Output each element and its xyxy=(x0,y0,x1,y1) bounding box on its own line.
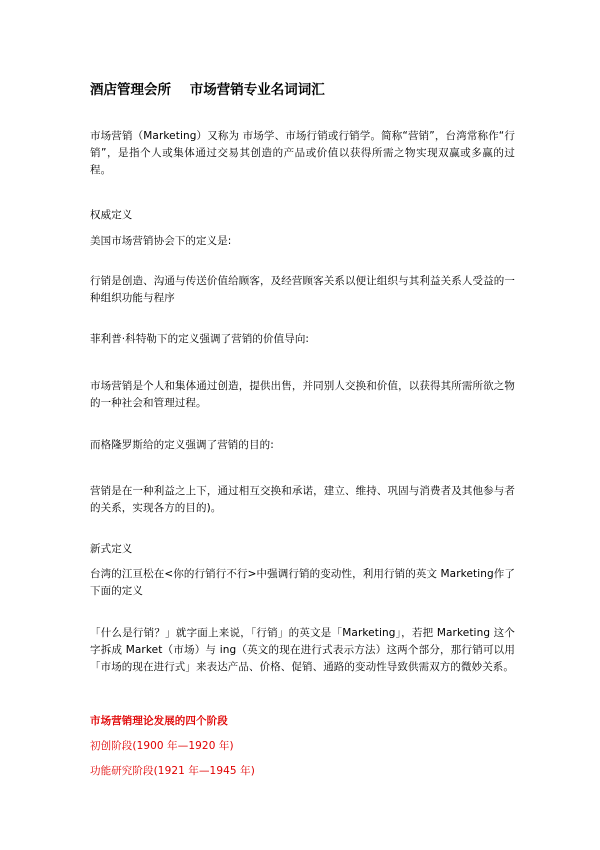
new-definition-heading: 新式定义 xyxy=(90,543,133,555)
ama-definition: 行销是创造、沟通与传送价值给顾客，及经营顾客关系以便让组织与其利益关系人受益的一种组织功能与程序 xyxy=(90,275,515,304)
stage-item: 功能研究阶段(1921 年—1945 年) xyxy=(90,765,255,777)
stage-item: 初创阶段(1900 年—1920 年) xyxy=(90,740,234,752)
document-title: 酒店管理会所 市场营销专业名词词汇 xyxy=(90,82,325,98)
new-definition-lead: 台湾的江亘松在<你的行销行不行>中强调行销的变动性，利用行销的英文 Marketing作了下面的定义 xyxy=(90,568,515,597)
ama-definition-lead: 美国市场营销协会下的定义是: xyxy=(90,235,232,247)
kotler-definition-lead: 菲利普·科特勒下的定义强调了营销的价值导向: xyxy=(90,333,310,345)
marketing-word-explanation: 「什么是行销？」就字面上来说，「行销」的英文是「Marketing」，若把 Marketing 这个字拆成 Market（市场）与 ing（英文的现在进行式表示方法）这两个部分，那行销可以用「市场的现在进行式」来表达产品、价格、促销、通路的变动性导致供需双方的微妙关系。 xyxy=(90,627,515,673)
gronroos-definition-lead: 而格隆罗斯给的定义强调了营销的目的: xyxy=(90,439,274,451)
intro-paragraph: 市场营销（Marketing）又称为 市场学、市场行销或行销学。简称“营销”，台湾常称作“行销”，是指个人或集体通过交易其创造的产品或价值以获得所需之物实现双赢或多赢的过程。 xyxy=(90,130,515,176)
stages-heading: 市场营销理论发展的四个阶段 xyxy=(90,715,228,727)
authority-heading: 权威定义 xyxy=(90,209,133,221)
gronroos-definition: 营销是在一种利益之上下，通过相互交换和承诺，建立、维持、巩固与消费者及其他参与者的关系，实现各方的目的)。 xyxy=(90,485,515,514)
kotler-definition: 市场营销是个人和集体通过创造，提供出售，并同别人交换和价值，以获得其所需所欲之物的一种社会和管理过程。 xyxy=(90,380,515,409)
